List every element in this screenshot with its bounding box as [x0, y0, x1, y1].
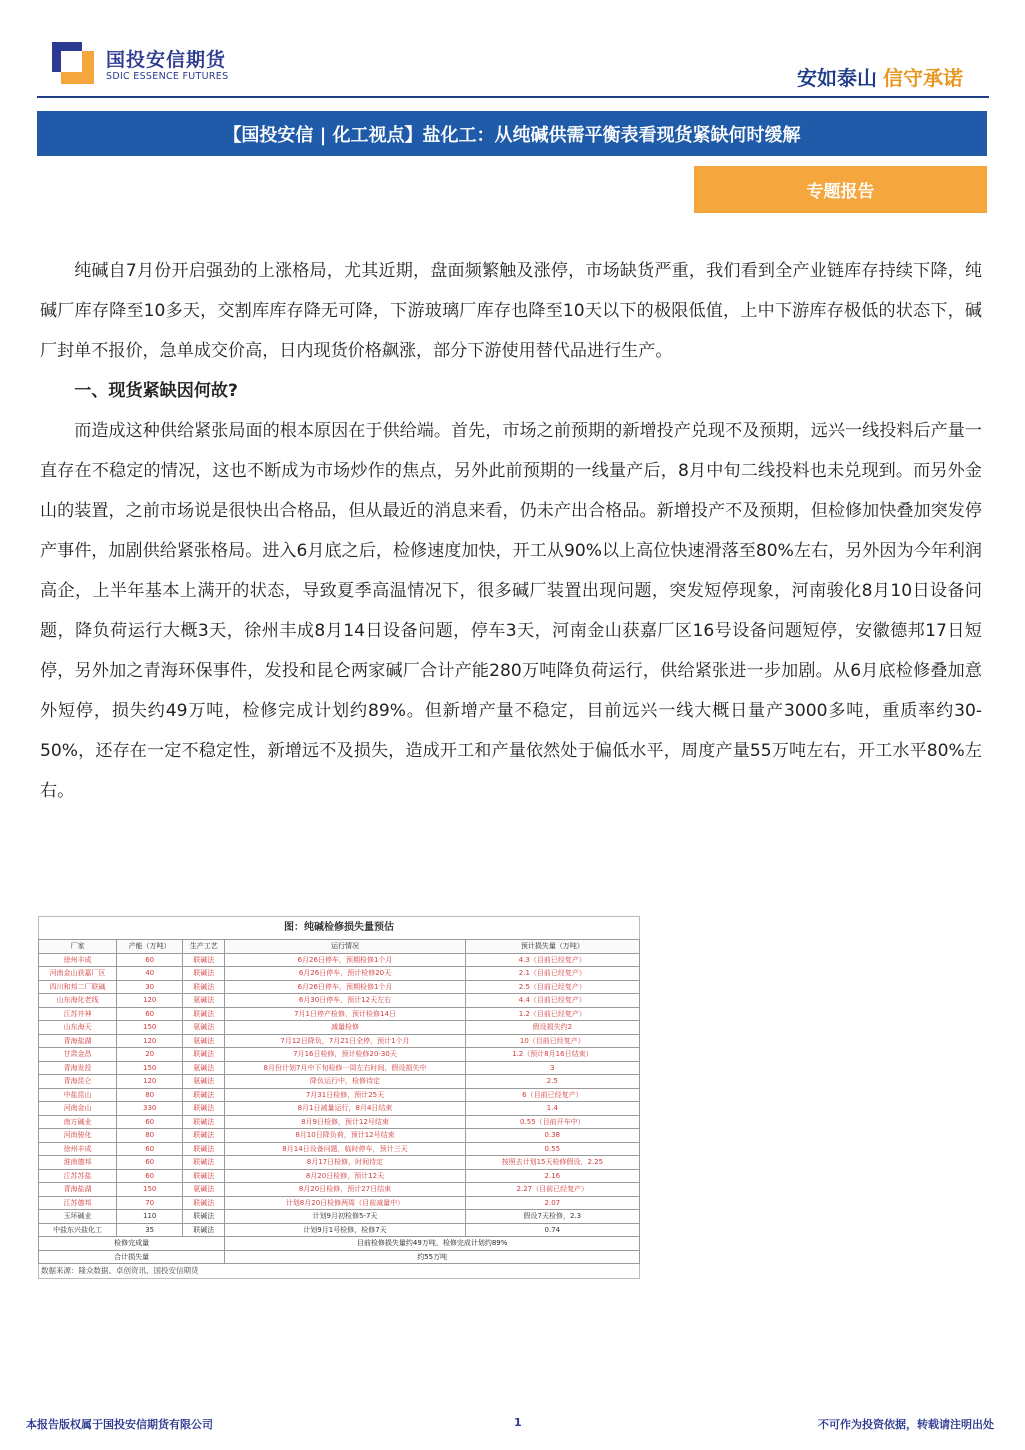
col-header-capacity: 产能（万吨）: [117, 940, 183, 954]
cell-capacity: 120: [117, 1075, 183, 1089]
slogan-part-2: 信守承诺: [883, 66, 963, 90]
cell-plant: 河南金山: [39, 1102, 117, 1116]
report-type-badge: 专题报告: [694, 166, 987, 213]
cell-capacity: 60: [117, 1142, 183, 1156]
table-row: [39, 1102, 640, 1116]
figure-title: 图：纯碱检修损失量预估: [38, 916, 640, 939]
cell-plant: 青海昆仑: [39, 1075, 117, 1089]
cell-process: 联碱法: [183, 1142, 225, 1156]
cell-capacity: 20: [117, 1048, 183, 1062]
cell-process: 联碱法: [183, 1115, 225, 1129]
cell-capacity: 80: [117, 1129, 183, 1143]
cell-plant: 河南金山获嘉厂区: [39, 967, 117, 981]
cell-loss: 1.2（预计8月16日结束）: [465, 1048, 639, 1062]
cell-process: 氨碱法: [183, 1075, 225, 1089]
summary-label: 合计损失量: [39, 1250, 225, 1264]
cell-loss: 10（目前已经复产）: [465, 1034, 639, 1048]
cell-status: 8月份计划7月中下旬检修一周左右时间，假设损失中: [225, 1061, 465, 1075]
slogan-part-1: 安如泰山: [797, 66, 877, 90]
cell-process: 联碱法: [183, 1129, 225, 1143]
cell-plant: 河南骏化: [39, 1129, 117, 1143]
cell-loss: 2.07: [465, 1196, 639, 1210]
cell-status: 6月26日停车，预计检修20天: [225, 967, 465, 981]
table-row: [39, 1034, 640, 1048]
cell-loss: 假设损失约2: [465, 1021, 639, 1035]
cell-process: 联碱法: [183, 967, 225, 981]
table-row: [39, 1075, 640, 1089]
cell-process: 联碱法: [183, 980, 225, 994]
table-row: [39, 1061, 640, 1075]
cell-process: 联碱法: [183, 1196, 225, 1210]
cell-loss: 2.1（目前已经复产）: [465, 967, 639, 981]
cell-capacity: 60: [117, 1169, 183, 1183]
cell-loss: 4.4（目前已经复产）: [465, 994, 639, 1008]
cell-status: 8月10日降负荷，预计12号结束: [225, 1129, 465, 1143]
cell-loss: 2.16: [465, 1169, 639, 1183]
body-paragraph-2: 而造成这种供给紧张局面的根本原因在于供给端。首先，市场之前预期的新增投产兑现不及预期，远兴一线投料后产量一直存在不稳定的情况，这也不断成为市场炒作的焦点，另外此前预期的一线量产后，8月中旬二线投料也未兑现到。而另外金山的装置，之前市场说是很快出合格品，但从最近的消息来看，仍未产出合格品。新增投产不及预期，但检修加快叠加突发停产事件，加剧供给紧张格局。进入6月底之后，检修速度加快，开工从90%以上高位快速滑落至80%左右，另外因为今年利润高企，上半年基本上满开的状态，导致夏季高温情况下，很多碱厂装置出现问题，突发短停现象，河南骏化8月10日设备问题，降负荷运行大概3天，徐州丰成8月14日设备问题，停车3天，河南金山获嘉厂区16号设备问题短停，安徽德邦17日短停，另外加之青海环保事件，发投和昆仑两家碱厂合计产能280万吨降负荷运行，供给紧张进一步加剧。从6月底检修叠加意外短停，损失约49万吨，检修完成计划约89%。但新增产量不稳定，目前远兴一线大概日量产3000多吨，重质率约30-50%，还存在一定不稳定性，新增远不及损失，造成开工和产量依然处于偏低水平，周度产量55万吨左右，开工水平80%左右。: [40, 421, 982, 801]
section-heading-1: 一、现货紧缺因何故?: [74, 381, 238, 401]
table-row: [39, 994, 640, 1008]
cell-capacity: 80: [117, 1088, 183, 1102]
cell-status: 8月20日检修，预计27日结束: [225, 1183, 465, 1197]
cell-loss: 假设7天检修，2.3: [465, 1210, 639, 1224]
cell-plant: 青海盐湖: [39, 1183, 117, 1197]
cell-capacity: 150: [117, 1061, 183, 1075]
summary-row: [39, 1250, 640, 1264]
logo-mark-icon: [52, 42, 94, 84]
cell-loss: 0.38: [465, 1129, 639, 1143]
cell-plant: 徐州丰成: [39, 1142, 117, 1156]
cell-capacity: 35: [117, 1223, 183, 1237]
table-row: [39, 1169, 640, 1183]
table-row: [39, 1156, 640, 1170]
table-row: [39, 1142, 640, 1156]
cell-capacity: 30: [117, 980, 183, 994]
col-header-loss: 预计损失量（万吨）: [465, 940, 639, 954]
header-divider: [37, 96, 989, 98]
cell-capacity: 60: [117, 953, 183, 967]
summary-value: 约55万吨: [225, 1250, 640, 1264]
page-footer: [0, 1416, 1025, 1436]
table-row: [39, 1021, 640, 1035]
table-row: [39, 1007, 640, 1021]
cell-capacity: 60: [117, 1115, 183, 1129]
cell-process: 联碱法: [183, 1210, 225, 1224]
cell-status: 8月9日检修，预计12号结束: [225, 1115, 465, 1129]
cell-loss: 3: [465, 1061, 639, 1075]
cell-status: 6月26日停车，预期检修1个月: [225, 980, 465, 994]
summary-value: 目前检修损失量约49万吨，检修完成计划约89%: [225, 1237, 640, 1251]
cell-status: 7月16日检修，预计检修20-30天: [225, 1048, 465, 1062]
logo-chinese-name: 国投安信期货: [106, 49, 227, 71]
cell-capacity: 40: [117, 967, 183, 981]
col-header-plant: 厂家: [39, 940, 117, 954]
table-row: [39, 1088, 640, 1102]
table-row: [39, 967, 640, 981]
cell-plant: 青海发投: [39, 1061, 117, 1075]
logo-english-name: SDIC ESSENCE FUTURES: [106, 71, 229, 82]
cell-process: 联碱法: [183, 1048, 225, 1062]
cell-plant: 山东海化老线: [39, 994, 117, 1008]
cell-capacity: 330: [117, 1102, 183, 1116]
page-number: 1: [514, 1416, 522, 1429]
table-row: [39, 1115, 640, 1129]
cell-process: 氨碱法: [183, 1034, 225, 1048]
cell-process: 联碱法: [183, 1088, 225, 1102]
cell-loss: 4.3（目前已经复产）: [465, 953, 639, 967]
cell-status: 计划9月1号检修，检修7天: [225, 1223, 465, 1237]
table-header-row: [39, 940, 640, 954]
col-header-process: 生产工艺: [183, 940, 225, 954]
cell-capacity: 70: [117, 1196, 183, 1210]
cell-status: 8月17日检修，时间待定: [225, 1156, 465, 1170]
cell-plant: 中盐昆山: [39, 1088, 117, 1102]
cell-loss: 2.5（目前已经复产）: [465, 980, 639, 994]
cell-plant: 徐州丰成: [39, 953, 117, 967]
cell-loss: 1.2（目前已经复产）: [465, 1007, 639, 1021]
cell-capacity: 150: [117, 1021, 183, 1035]
cell-process: 联碱法: [183, 1223, 225, 1237]
cell-plant: 甘肃金昌: [39, 1048, 117, 1062]
table-row: [39, 1210, 640, 1224]
cell-status: 8月14日设备问题，临时停车，预计三天: [225, 1142, 465, 1156]
cell-plant: 中盐东兴盐化工: [39, 1223, 117, 1237]
footer-disclaimer: 不可作为投资依据，转载请注明出处: [818, 1418, 994, 1431]
cell-loss: 2.27（目前已经复产）: [465, 1183, 639, 1197]
cell-plant: 江苏德邦: [39, 1196, 117, 1210]
cell-loss: 2.5: [465, 1075, 639, 1089]
cell-status: 7月12日降负，7月21日全停，预计1个月: [225, 1034, 465, 1048]
cell-process: 联碱法: [183, 1007, 225, 1021]
summary-row: [39, 1237, 640, 1251]
cell-plant: 江苏苏盐: [39, 1169, 117, 1183]
cell-process: 氨碱法: [183, 1061, 225, 1075]
cell-status: 6月26日停车，预期检修1个月: [225, 953, 465, 967]
table-row: [39, 1196, 640, 1210]
table-row: [39, 1129, 640, 1143]
cell-capacity: 60: [117, 1007, 183, 1021]
cell-plant: 四川和邦二厂联碱: [39, 980, 117, 994]
cell-loss: 1.4: [465, 1102, 639, 1116]
cell-plant: 淮南德邦: [39, 1156, 117, 1170]
table-row: [39, 1048, 640, 1062]
maintenance-loss-figure: [38, 916, 640, 1276]
cell-status: 8月20日检修，预计12天: [225, 1169, 465, 1183]
cell-status: 7月31日检修，预计25天: [225, 1088, 465, 1102]
cell-loss: 按照去计划15天检修假设，2.25: [465, 1156, 639, 1170]
cell-process: 氨碱法: [183, 1021, 225, 1035]
cell-capacity: 120: [117, 994, 183, 1008]
cell-loss: 0.55（目前开车中）: [465, 1115, 639, 1129]
footer-copyright: 本报告版权属于国投安信期货有限公司: [26, 1418, 213, 1431]
cell-plant: 青海盐湖: [39, 1034, 117, 1048]
cell-process: 氨碱法: [183, 1183, 225, 1197]
cell-status: 计划9月初检修5-7天: [225, 1210, 465, 1224]
cell-status: 6月30日停车，预计12天左右: [225, 994, 465, 1008]
cell-status: 8月1日减量运行，8月4日结束: [225, 1102, 465, 1116]
cell-process: 联碱法: [183, 1156, 225, 1170]
cell-process: 联碱法: [183, 953, 225, 967]
summary-label: 检修完成量: [39, 1237, 225, 1251]
cell-process: 氨碱法: [183, 994, 225, 1008]
cell-status: 减量检修: [225, 1021, 465, 1035]
cell-plant: 江苏井神: [39, 1007, 117, 1021]
table-row: [39, 980, 640, 994]
body-paragraph-1: 纯碱自7月份开启强劲的上涨格局，尤其近期，盘面频繁触及涨停，市场缺货严重，我们看到全产业链库存持续下降，纯碱厂库存降至10多天，交割库库存降无可降，下游玻璃厂库存也降至10天以下的极限低值，上中下游库存极低的状态下，碱厂封单不报价，急单成交价高，日内现货价格飙涨，部分下游使用替代品进行生产。: [40, 261, 982, 361]
cell-capacity: 120: [117, 1034, 183, 1048]
report-body: [40, 251, 982, 811]
cell-loss: 0.55: [465, 1142, 639, 1156]
cell-capacity: 110: [117, 1210, 183, 1224]
cell-plant: 南方碱业: [39, 1115, 117, 1129]
table-row: [39, 1183, 640, 1197]
company-logo: [52, 40, 242, 90]
cell-loss: 0.74: [465, 1223, 639, 1237]
table-row: [39, 1223, 640, 1237]
cell-capacity: 60: [117, 1156, 183, 1170]
cell-process: 联碱法: [183, 1169, 225, 1183]
maintenance-loss-table: [38, 939, 640, 1264]
cell-plant: 玉环碱业: [39, 1210, 117, 1224]
col-header-status: 运行情况: [225, 940, 465, 954]
cell-status: 计划8月20日检修两周（目前减量中）: [225, 1196, 465, 1210]
table-body: [39, 953, 640, 1264]
company-slogan: [797, 62, 963, 91]
report-title: 【国投安信 | 化工视点】盐化工：从纯碱供需平衡表看现货紧缺何时缓解: [37, 111, 987, 156]
cell-process: 联碱法: [183, 1102, 225, 1116]
cell-loss: 6（目前已经复产）: [465, 1088, 639, 1102]
cell-plant: 山东海天: [39, 1021, 117, 1035]
cell-status: 降负运行中，检修待定: [225, 1075, 465, 1089]
cell-status: 7月1日停产检修，预计检修14日: [225, 1007, 465, 1021]
cell-capacity: 150: [117, 1183, 183, 1197]
table-row: [39, 953, 640, 967]
figure-source: 数据来源：隆众数据、卓创资讯、国投安信期货: [38, 1264, 640, 1279]
